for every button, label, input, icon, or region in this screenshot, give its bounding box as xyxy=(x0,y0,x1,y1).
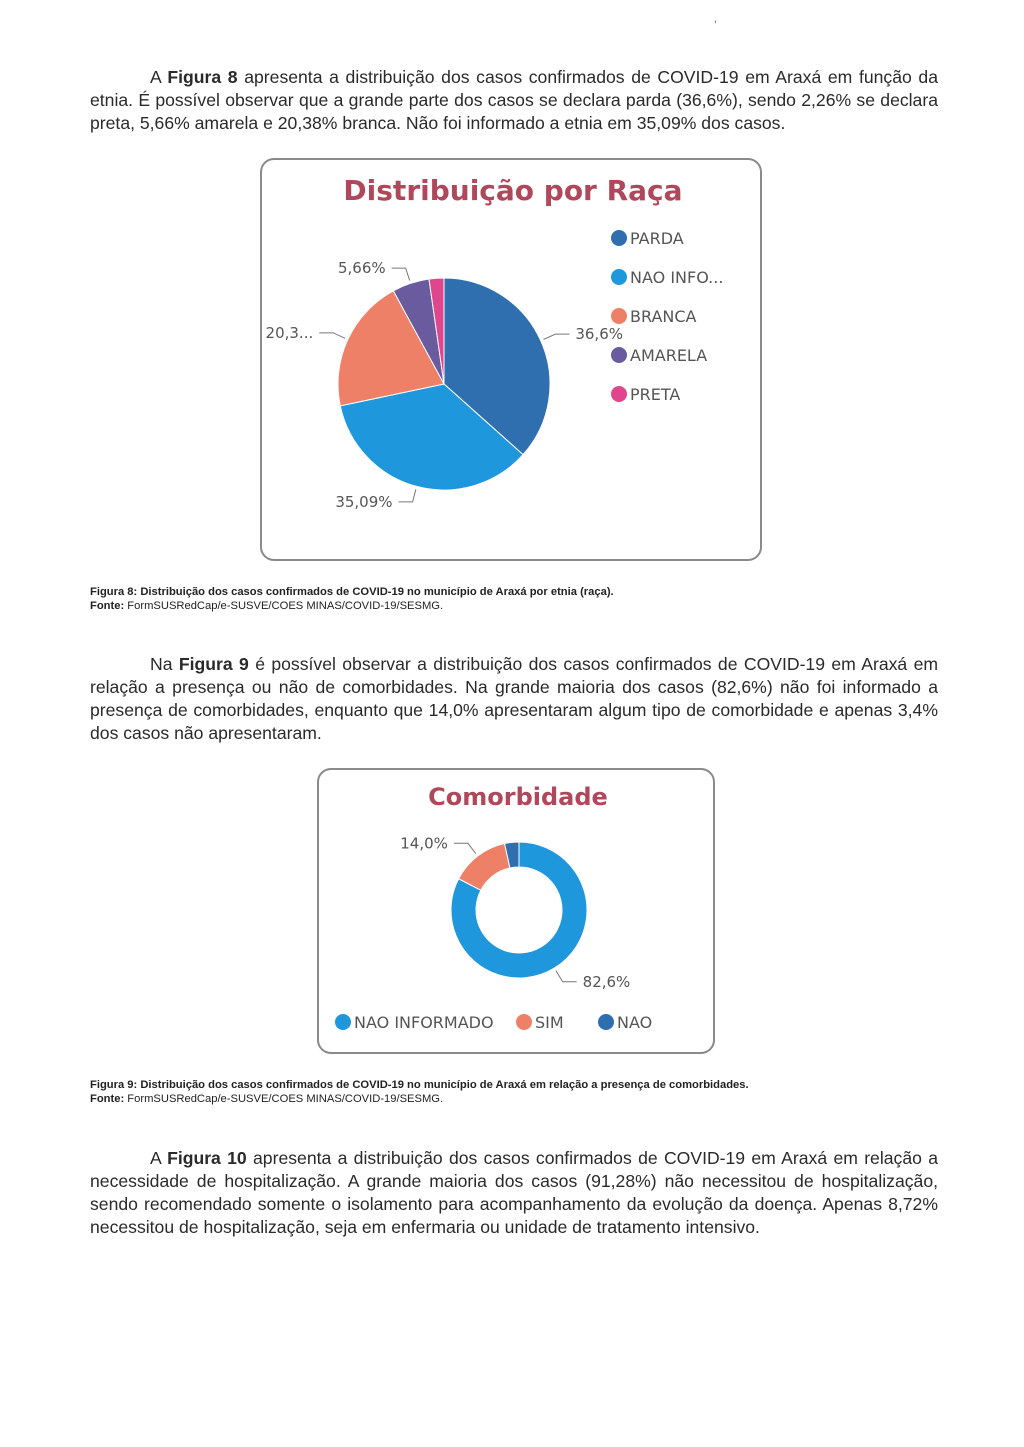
legend-swatch-branca xyxy=(611,308,627,324)
legend-label-nao-informado: NAO INFORMADO xyxy=(354,1013,494,1032)
comorbidity-donut-svg xyxy=(319,770,717,1056)
data-label-amarela: 5,66% xyxy=(337,259,386,278)
legend-label-nao: NAO xyxy=(617,1013,653,1032)
label-leader-line xyxy=(392,268,410,280)
legend-swatch-nao-info xyxy=(611,269,627,285)
paragraph-text: A xyxy=(150,1148,168,1168)
comorbidity-chart xyxy=(317,768,715,1054)
chart-legend xyxy=(335,1013,652,1032)
legend-swatch-parda xyxy=(611,230,627,246)
figure-8-caption xyxy=(90,585,950,613)
legend-swatch-nao xyxy=(598,1014,614,1030)
figure-reference: Figura 10 xyxy=(167,1148,247,1168)
chart-legend xyxy=(611,229,723,404)
legend-label-preta: PRETA xyxy=(630,385,681,404)
figure-reference: Figura 9 xyxy=(178,654,249,674)
legend-label-sim: SIM xyxy=(535,1013,564,1032)
label-leader-line xyxy=(543,334,569,339)
paragraph-figure-10-intro xyxy=(90,1147,938,1239)
caption-title: Figura 9: Distribuição dos casos confirmados de COVID-19 no município de Araxá em relação a presença de comorbidades. xyxy=(90,1079,749,1091)
data-label-parda: 36,6% xyxy=(575,325,624,344)
paragraph-figure-8-intro xyxy=(90,66,938,135)
data-label-nao-informado: 82,6% xyxy=(582,972,631,991)
donut-slices xyxy=(451,842,587,978)
legend-swatch-nao-informado xyxy=(335,1014,351,1030)
paragraph-text: Na xyxy=(150,654,179,674)
legend-swatch-preta xyxy=(611,386,627,402)
caption-source-label: Fonte: xyxy=(90,1093,125,1105)
paragraph-text: apresenta a distribuição dos casos confirmados de COVID-19 em Araxá em relação a necessidade de hospitalização. A grande maioria dos casos (91,28%) não necessitou de hospitalização, sendo recomendado somente o isolamento para acompanhamento da evolução da doença. Apenas 8,72% necessitou de hospitalização, seja em enfermaria ou unidade de tratamento intensivo. xyxy=(90,1148,938,1237)
paragraph-text: A xyxy=(150,67,168,87)
label-leader-line xyxy=(556,971,577,982)
legend-label-nao-info: NAO INFO... xyxy=(630,268,724,287)
legend-swatch-sim xyxy=(516,1014,532,1030)
data-label-nao-info: 35,09% xyxy=(335,492,393,511)
paragraph-text: é possível observar a distribuição dos casos confirmados de COVID-19 em Araxá em relação a presença ou não de comorbidades. Na grande maioria dos casos (82,6%) não foi informado a presença de comorbidades, enquanto que 14,0% apresentaram algum tipo de comorbidade e apenas 3,4% dos casos não apresentaram. xyxy=(90,654,939,743)
chart-title: Distribuição por Raça xyxy=(343,174,683,207)
data-label-branca: 20,3... xyxy=(265,323,314,342)
legend-label-amarela: AMARELA xyxy=(630,346,708,365)
scan-artifact: , xyxy=(714,14,717,25)
race-distribution-chart xyxy=(260,158,762,561)
race-pie-svg xyxy=(262,160,764,563)
caption-title: Figura 8: Distribuição dos casos confirmados de COVID-19 no município de Araxá por etnia (raça). xyxy=(90,586,614,598)
slice-sim xyxy=(459,844,510,891)
figure-reference: Figura 8 xyxy=(167,67,238,87)
label-leader-line xyxy=(399,489,416,502)
paragraph-text: apresenta a distribuição dos casos confirmados de COVID-19 em Araxá em função da etnia. É possível observar que a grande parte dos casos se declara parda (36,6%), sendo 2,26% se declara preta, 5,66% amarela e 20,38% branca. Não foi informado a etnia em 35,09% dos casos. xyxy=(90,67,939,133)
label-leader-line xyxy=(319,333,345,338)
caption-source: FormSUSRedCap/e-SUSVE/COES MINAS/COVID-19/SESMG. xyxy=(124,1093,444,1105)
legend-label-branca: BRANCA xyxy=(630,307,697,326)
caption-source-label: Fonte: xyxy=(90,600,125,612)
paragraph-figure-9-intro xyxy=(90,653,938,745)
label-leader-line xyxy=(454,843,476,853)
data-label-sim: 14,0% xyxy=(400,834,448,853)
caption-source: FormSUSRedCap/e-SUSVE/COES MINAS/COVID-19/SESMG. xyxy=(124,600,444,612)
figure-9-caption xyxy=(90,1078,950,1106)
pie-slices xyxy=(338,278,550,490)
legend-label-parda: PARDA xyxy=(630,229,684,248)
legend-swatch-amarela xyxy=(611,347,627,363)
chart-title: Comorbidade xyxy=(428,783,608,811)
